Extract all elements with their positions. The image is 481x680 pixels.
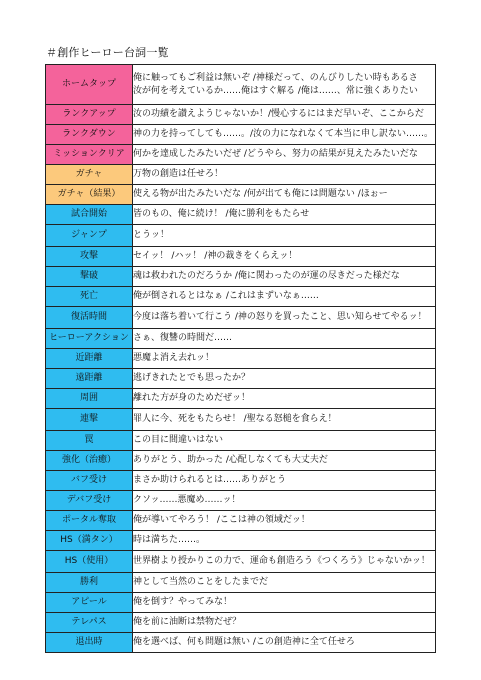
table-row — [46, 573, 436, 593]
dialogue-cell — [133, 551, 436, 573]
dialogue-cell — [133, 349, 436, 369]
dialogue-line: 悪魔よ消え去れッ！ — [133, 353, 215, 363]
table-row — [46, 593, 436, 613]
dialogue-line: 万物の創造は任せろ！ — [133, 169, 224, 179]
table-row — [46, 145, 436, 165]
table-row — [46, 613, 436, 633]
table-row — [46, 531, 436, 551]
category-cell: 試合開始 — [46, 205, 133, 225]
dialogue-cell — [133, 185, 436, 205]
dialogue-line: 時は満ちた……。 — [133, 535, 206, 545]
table-row — [46, 329, 436, 349]
dialogue-line: 俺が導いてやろう！ /ここは神の領域だッ！ — [133, 515, 310, 525]
table-row — [46, 349, 436, 369]
dialogue-line: 俺を前に油断は禁物だぜ？ — [133, 617, 242, 627]
dialogue-line: 俺を選べば、何も問題は無い /この創造神に全て任せろ — [133, 637, 355, 647]
category-cell: ホームタップ — [46, 65, 133, 105]
table-row — [46, 65, 436, 105]
category-cell: 死亡 — [46, 287, 133, 307]
dialogue-line: クソッ……悪魔め……ッ！ — [133, 495, 241, 505]
dialogue-line: 魂は救われたのだろうか /俺に関わったのが運の尽きだった様だな — [133, 271, 400, 281]
dialogue-cell — [133, 471, 436, 491]
table-row — [46, 491, 436, 511]
table-row — [46, 633, 436, 653]
dialogue-cell — [133, 389, 436, 409]
category-cell: ミッションクリア — [46, 145, 133, 165]
dialogue-line: とうッ！ — [133, 230, 170, 240]
table-row — [46, 247, 436, 267]
table-row — [46, 205, 436, 225]
table-row — [46, 389, 436, 409]
category-cell: 退出時 — [46, 633, 133, 653]
dialogue-line: 俺が倒されるとはなぁ /これはまずいなぁ…… — [133, 291, 319, 301]
dialogue-line: セイッ！ /ハッ！ /神の裁きをくらえッ！ — [133, 251, 298, 261]
dialogue-line: 今度は落ち着いて行こう /神の怒りを買ったこと、思い知らせてやるッ！ — [133, 312, 427, 322]
category-cell: ランクアップ — [46, 105, 133, 125]
category-cell: 周囲 — [46, 389, 133, 409]
table-row — [46, 431, 436, 451]
dialogue-line: 汝の功績を讃えようじゃないか！/慢心するにはまだ早いぞ、ここからだ — [133, 109, 424, 119]
category-cell: 近距離 — [46, 349, 133, 369]
category-cell: 強化（治癒） — [46, 451, 133, 471]
table-row — [46, 185, 436, 205]
dialogue-line: 罪人に今、死をもたらせ！ /聖なる怒槌を食らえ！ — [133, 414, 337, 424]
dialogue-line: 逃げきれたとでも思ったか？ — [133, 373, 251, 383]
page-title: ＃創作ヒーロー台詞一覧 — [46, 46, 169, 59]
dialogue-cell — [133, 369, 436, 389]
dialogue-cell — [133, 247, 436, 267]
category-cell: ヒーローアクション — [46, 329, 133, 349]
dialogue-cell — [133, 573, 436, 593]
category-cell: ポータル奪取 — [46, 511, 133, 531]
dialogue-line: 離れた方が身のためだぜッ！ — [133, 393, 251, 403]
dialogue-cell — [133, 307, 436, 329]
dialogue-line: 神として当然のことをしたまでだ — [133, 577, 269, 587]
dialogue-line: 俺を倒す？やってみな！ — [133, 597, 233, 607]
category-cell: デバフ受け — [46, 491, 133, 511]
table-row — [46, 409, 436, 431]
category-cell: 遠距離 — [46, 369, 133, 389]
category-cell: 連撃 — [46, 409, 133, 431]
dialogue-cell — [133, 593, 436, 613]
dialogue-cell — [133, 531, 436, 551]
category-cell: ジャンプ — [46, 225, 133, 247]
table-row — [46, 307, 436, 329]
dialogue-line: 汝が何を考えているか……俺はすぐ解る /俺は……、常に強くありたい — [133, 85, 418, 96]
dialogue-line: ありがとう、助かった /心配しなくても大丈夫だ — [133, 455, 328, 465]
dialogue-cell — [133, 511, 436, 531]
category-cell: ガチャ — [46, 165, 133, 185]
dialogue-cell — [133, 267, 436, 287]
category-cell: バフ受け — [46, 471, 133, 491]
table-row — [46, 511, 436, 531]
dialogue-cell — [133, 145, 436, 165]
dialogue-cell — [133, 165, 436, 185]
dialogue-cell — [133, 205, 436, 225]
dialogue-cell — [133, 65, 436, 105]
table-row — [46, 125, 436, 145]
category-cell: 撃破 — [46, 267, 133, 287]
category-cell: 罠 — [46, 431, 133, 451]
category-cell: テレパス — [46, 613, 133, 633]
dialogue-line: 俺に触ってもご利益は無いぞ /神様だって、のんびりしたい時もあるさ — [133, 72, 418, 83]
dialogue-line: まさか助けられるとは……ありがとう — [133, 475, 287, 485]
category-cell: HS（使用） — [46, 551, 133, 573]
dialogue-cell — [133, 491, 436, 511]
dialogue-cell — [133, 125, 436, 145]
dialogue-cell — [133, 431, 436, 451]
dialogue-cell — [133, 451, 436, 471]
table-row — [46, 451, 436, 471]
dialogue-line: 何かを達成したみたいだぜ /どうやら、努力の結果が見えたみたいだな — [133, 149, 418, 159]
table-row — [46, 287, 436, 307]
table-row — [46, 551, 436, 573]
table-row — [46, 369, 436, 389]
table-row — [46, 105, 436, 125]
dialogue-line: 使える物が出たみたいだな /何が出ても俺には問題ない /ほぉー — [133, 189, 388, 199]
category-cell: 復活時間 — [46, 307, 133, 329]
dialogue-cell — [133, 409, 436, 431]
table-row — [46, 267, 436, 287]
category-cell: HS（満タン） — [46, 531, 133, 551]
dialogue-table — [45, 64, 436, 653]
dialogue-cell — [133, 329, 436, 349]
category-cell: 勝利 — [46, 573, 133, 593]
dialogue-line: 皆のもの、俺に続け！ /俺に勝利をもたらせ — [133, 209, 310, 219]
category-cell: ランクダウン — [46, 125, 133, 145]
category-cell: アピール — [46, 593, 133, 613]
dialogue-cell — [133, 613, 436, 633]
table-row — [46, 165, 436, 185]
dialogue-cell — [133, 633, 436, 653]
dialogue-cell — [133, 225, 436, 247]
category-cell: ガチャ（結果） — [46, 185, 133, 205]
table-row — [46, 225, 436, 247]
table-row — [46, 471, 436, 491]
dialogue-line: 神の力を持ってしても……。/汝の力になれなくて本当に申し訳ない……。 — [133, 129, 434, 139]
dialogue-cell — [133, 105, 436, 125]
dialogue-line: さぁ、復讐の時間だ…… — [133, 333, 233, 343]
dialogue-line: 世界樹より授かりこの力で、運命も創造ろう《つくろう》じゃないかッ！ — [133, 556, 430, 566]
category-cell: 攻撃 — [46, 247, 133, 267]
dialogue-cell — [133, 287, 436, 307]
dialogue-line: この目に間違いはない — [133, 435, 224, 445]
